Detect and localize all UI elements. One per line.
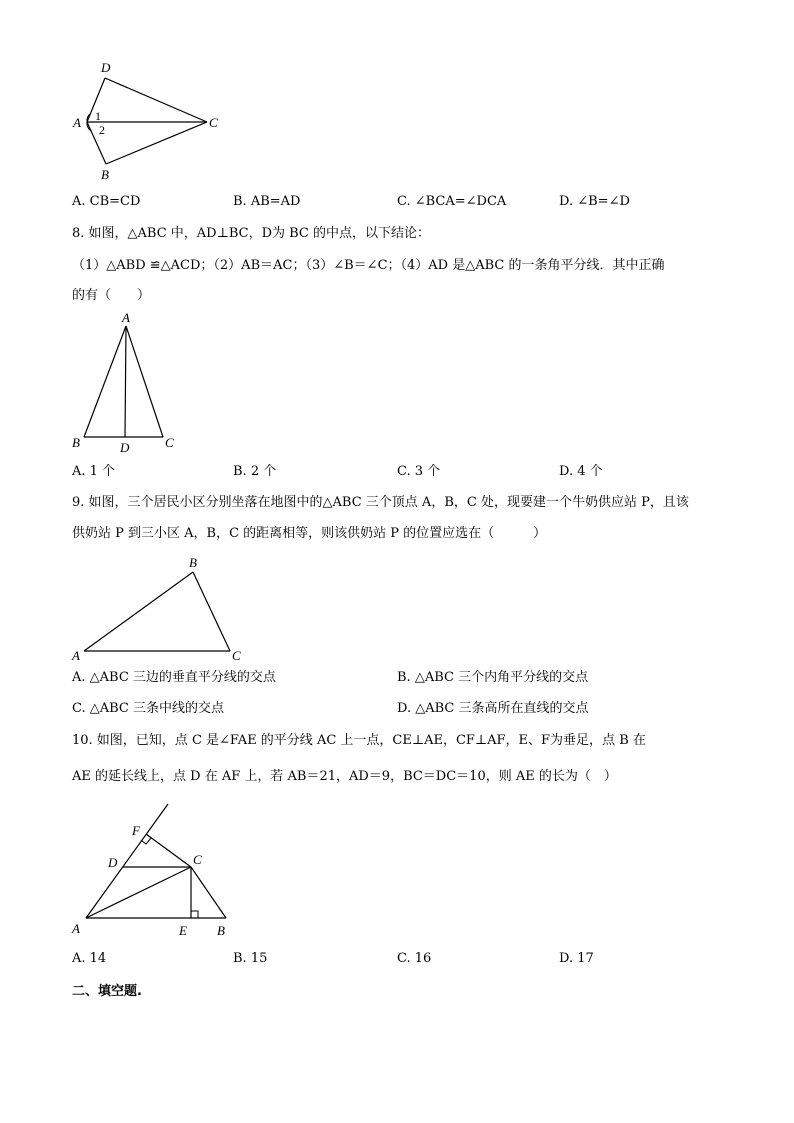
q8-option-d: D. 4 个: [559, 464, 603, 479]
q7-label-2: 2: [99, 123, 105, 137]
q10-stem-line2: AE 的延长线上，点 D 在 AF 上，若 AB＝21，AD＝9，BC＝DC＝10，则 AE 的长为（ ）: [72, 769, 617, 784]
q8-option-a: A. 1 个: [72, 464, 116, 479]
q9-label-B: B: [189, 555, 197, 570]
q7-option-a: A. CB=CD: [72, 194, 141, 209]
q10-label-C: C: [193, 852, 202, 867]
q9-label-C: C: [232, 648, 241, 663]
q8-stem-line1: 8. 如图，△ABC 中，AD⊥BC，D为 BC 的中点，以下结论：: [72, 226, 431, 241]
q10-option-b: B. 15: [233, 951, 268, 966]
q10-label-B: B: [217, 923, 225, 938]
q7-label-A: A: [73, 115, 81, 130]
q10-ray-AF: [86, 804, 168, 918]
q9-option-c: C. △ABC 三条中线的交点: [72, 701, 225, 716]
q7-label-C: C: [209, 115, 218, 130]
q9-stem-line2: 供奶站 P 到三小区 A，B，C 的距离相等，则该供奶站 P 的位置应选在（ ）: [72, 526, 547, 541]
q10-segment-CB: [191, 867, 226, 918]
q10-segment-CF: [146, 834, 191, 867]
q9-triangle-figure: [60, 550, 260, 665]
q8-label-B: B: [72, 435, 80, 450]
q10-segment-AC: [86, 867, 191, 918]
q7-option-c: C. ∠BCA=∠DCA: [397, 194, 507, 209]
q8-triangle-figure: [60, 308, 190, 458]
q7-label-1: 1: [95, 109, 101, 123]
q7-option-b: B. AB=AD: [233, 194, 301, 209]
q9-segment-AB: [84, 572, 193, 651]
q10-figure: [60, 796, 260, 942]
q10-stem-line1: 10. 如图，已知，点 C 是∠FAE 的平分线 AC 上一点，CE⊥AE，CF⊥AF，E、F为垂足，点 B 在: [72, 733, 646, 748]
q7-label-B: B: [101, 167, 109, 182]
q10-label-D: D: [108, 855, 118, 870]
q8-label-D: D: [120, 440, 130, 455]
q9-option-d: D. △ABC 三条高所在直线的交点: [397, 701, 589, 716]
q8-option-c: C. 3 个: [397, 464, 441, 479]
q8-segment-AB: [84, 326, 126, 437]
q8-label-A: A: [122, 310, 130, 325]
section-heading: 二、填空题.: [72, 984, 142, 999]
q10-right-angle-E: [191, 911, 198, 918]
q10-option-c: C. 16: [397, 951, 432, 966]
q7-option-d: D. ∠B=∠D: [559, 194, 630, 209]
q9-option-b: B. △ABC 三个内角平分线的交点: [397, 670, 589, 685]
q10-label-F: F: [132, 823, 140, 838]
q10-option-a: A. 14: [72, 951, 107, 966]
q9-segment-BC: [193, 572, 230, 651]
q8-option-b: B. 2 个: [233, 464, 277, 479]
q8-segment-AC: [126, 326, 163, 437]
q10-label-E: E: [179, 923, 187, 938]
q9-stem-line1: 9. 如图，三个居民小区分别坐落在地图中的△ABC 三个顶点 A，B，C 处，现要建一个牛奶供应站 P，且该: [72, 495, 689, 510]
q8-segment-AD: [125, 326, 126, 437]
q7-segment-DC: [105, 78, 207, 122]
q8-label-C: C: [165, 435, 174, 450]
q8-stem-line3: 的有（ ）: [72, 288, 151, 303]
q8-stem-line2: （1）△ABD ≌△ACD；（2）AB＝AC；（3）∠B＝∠C；（4）AD 是△ABC 的一条角平分线．其中正确: [72, 258, 665, 273]
q9-option-a: A. △ABC 三边的垂直平分线的交点: [72, 670, 276, 685]
q7-segment-BC: [106, 122, 207, 164]
q10-option-d: D. 17: [559, 951, 594, 966]
q10-label-A: A: [72, 921, 80, 936]
q7-label-D: D: [101, 60, 111, 75]
q9-label-A: A: [72, 648, 80, 663]
q7-kite-figure: [60, 58, 240, 188]
